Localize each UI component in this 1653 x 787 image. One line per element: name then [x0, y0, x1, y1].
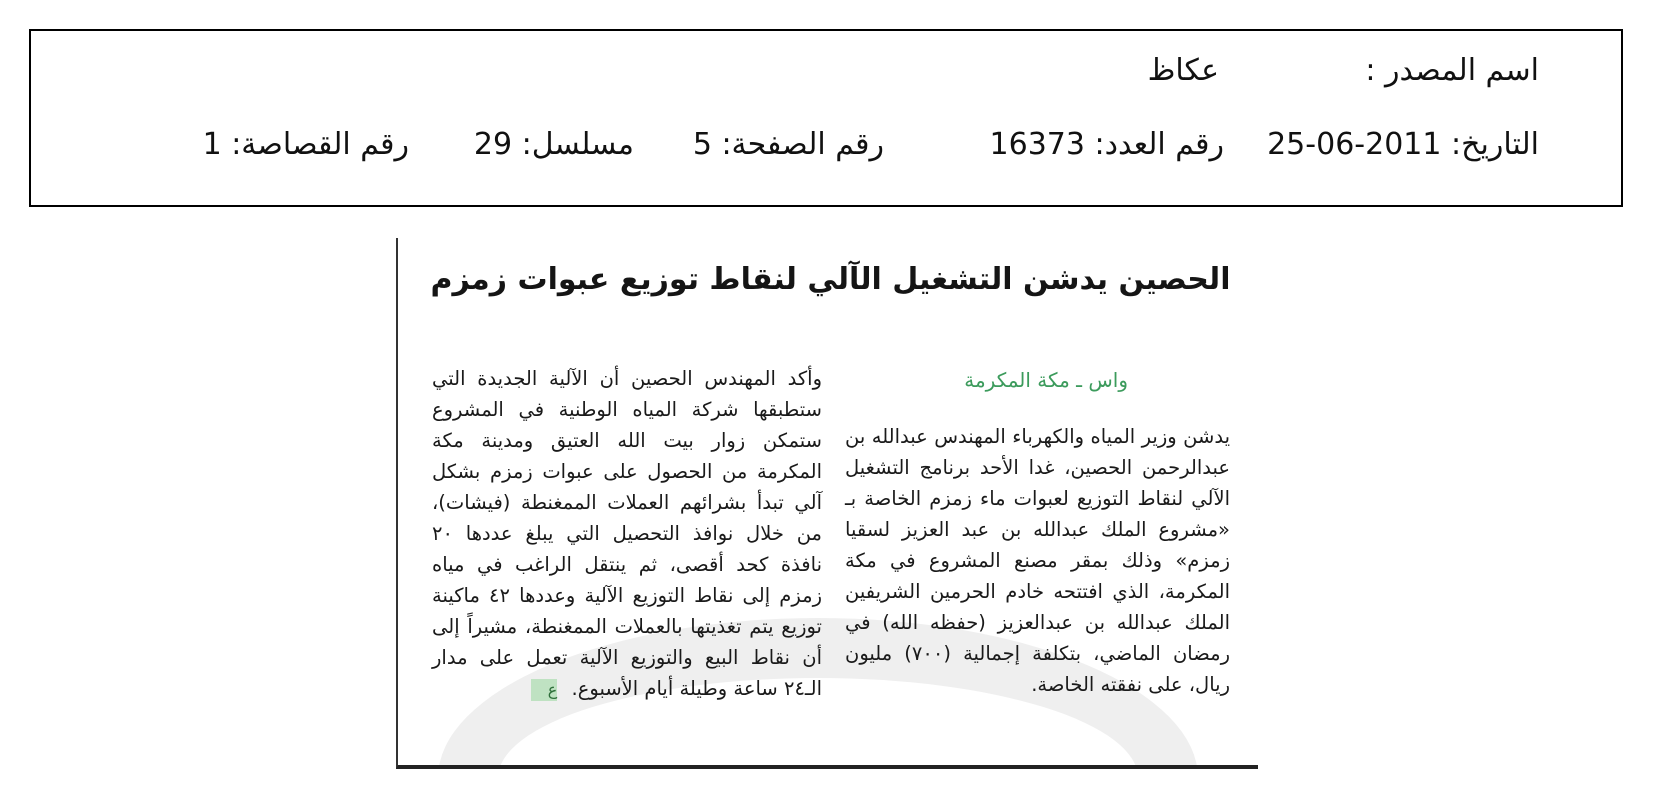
page-number-field: رقم الصفحة: 5 [692, 127, 884, 162]
newspaper-clipping [396, 238, 1258, 769]
article-column-right: يدشن وزير المياه والكهرباء المهندس عبدالله بن عبدالرحمن الحصين، غدا الأحد برنامج التشغيل الآلي لنقاط التوزيع لعبوات ماء زمزم الخاصة بـ «مشروع الملك عبدالله بن عبد العزيز لسقيا زمزم» وذلك بمقر مصنع المشروع في مكة المكرمة، الذي افتتحه خادم الحرمين الشريفين الملك عبدالله بن عبدالعزيز (حفظه الله) في رمضان الماضي، بتكلفة إجمالية (٧٠٠) مليون ريال، على نفقته الخاصة. [845, 425, 1230, 696]
article-headline: الحصين يدشن التشغيل الآلي لنقاط توزيع عبوات زمزم [430, 262, 1231, 297]
issue-number-field: رقم العدد: 16373 [989, 127, 1224, 162]
date-field: التاريخ: 2011-06-25 [1267, 127, 1539, 162]
serial-field: مسلسل: 29 [473, 127, 634, 162]
metadata-row-source [51, 53, 1539, 93]
clipping-metadata-box [29, 29, 1623, 207]
article-byline: واس ـ مكة المكرمة [964, 368, 1128, 392]
metadata-row-details [51, 127, 1539, 167]
clip-number-field: رقم القصاصة: 1 [202, 127, 409, 162]
source-value: عكاظ [1147, 53, 1219, 88]
article-column-left [432, 363, 822, 704]
source-label: اسم المصدر : [1365, 53, 1539, 88]
end-of-article-mark: ع [531, 679, 557, 701]
article-column-left-text: وأكد المهندس الحصين أن الآلية الجديدة التي ستطبقها شركة المياه الوطنية في المشروع ستمكن زوار بيت الله العتيق ومدينة مكة المكرمة من الحصول على عبوات زمزم بشكل آلي تبدأ بشرائهم العملات الممغنطة (فيشات)، من خلال نوافذ التحصيل التي يبلغ عددها ٢٠ نافذة كحد أقصى، ثم ينتقل الراغب في مياه زمزم إلى نقاط التوزيع الآلية وعددها ٤٢ ماكينة توزيع يتم تغذيتها بالعملات الممغنطة، مشيراً إلى أن نقاط البيع والتوزيع الآلية تعمل على مدار الـ٢٤ ساعة وطيلة أيام الأسبوع. [432, 367, 822, 700]
